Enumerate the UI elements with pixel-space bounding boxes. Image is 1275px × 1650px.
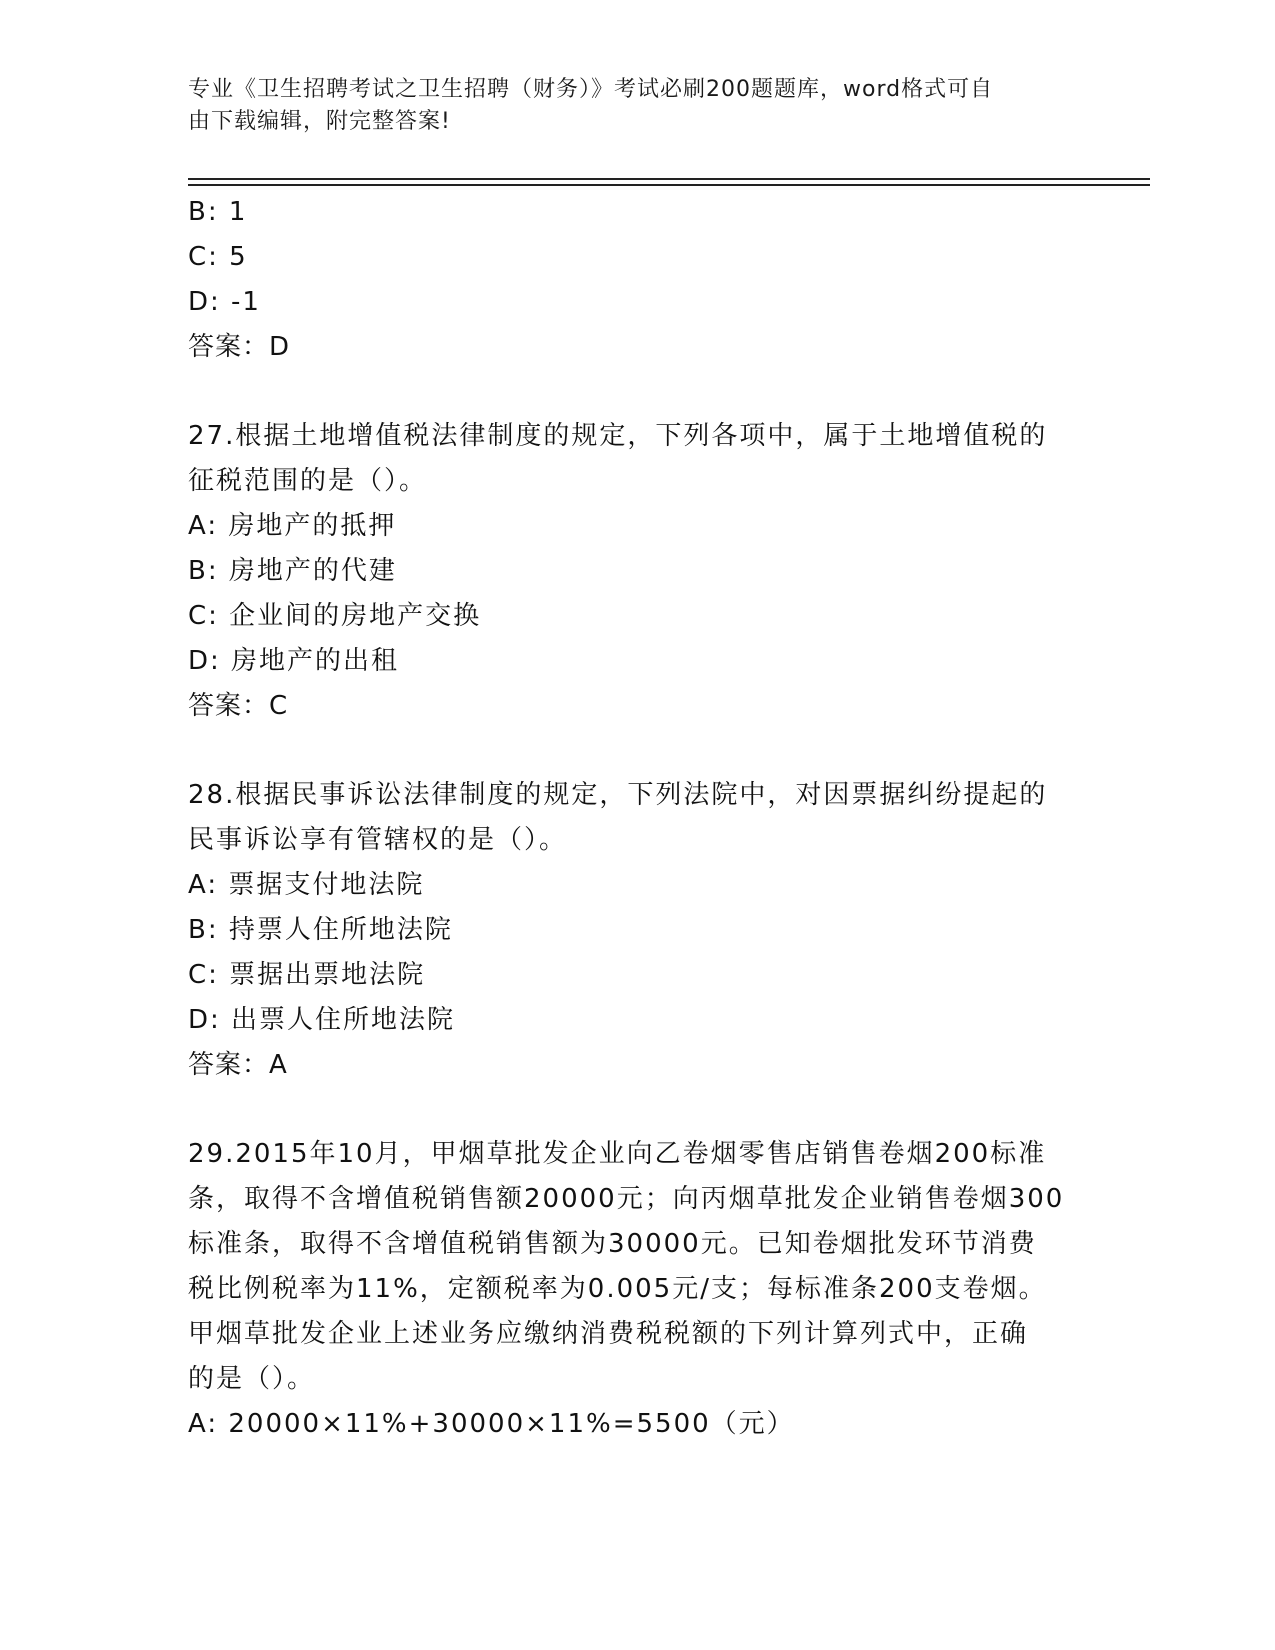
prev-question: [188, 190, 1088, 370]
answer-line: 答案：C: [188, 691, 289, 721]
spacer: [188, 1088, 1088, 1132]
question-text-line: 29.2015年10月，甲烟草批发企业向乙卷烟零售店销售卷烟200标准: [188, 1139, 1047, 1169]
answer-line: 答案：D: [188, 332, 291, 362]
question-28: [188, 773, 1088, 1088]
option-b: B: 房地产的代建: [188, 556, 397, 586]
option-c: C: 5: [188, 242, 248, 272]
question-text-line: 27.根据土地增值税法律制度的规定，下列各项中，属于土地增值税的: [188, 421, 1048, 451]
question-29: [188, 1132, 1088, 1447]
option-c: C: 票据出票地法院: [188, 960, 426, 990]
spacer: [188, 370, 1088, 414]
document-header: [188, 74, 1068, 138]
header-rule-bottom: [188, 184, 1150, 186]
option-a: A: 20000×11%+30000×11%=5500（元）: [188, 1409, 795, 1439]
option-d: D: 房地产的出租: [188, 646, 400, 676]
question-text-line: 税比例税率为11%，定额税率为0.005元/支；每标准条200支卷烟。: [188, 1274, 1047, 1304]
header-line-1: 专业《卫生招聘考试之卫生招聘（财务）》考试必刷200题题库，word格式可自: [188, 77, 994, 102]
question-text-line: 28.根据民事诉讼法律制度的规定，下列法院中，对因票据纠纷提起的: [188, 780, 1048, 810]
option-a: A: 房地产的抵押: [188, 511, 397, 541]
header-rule-top: [188, 178, 1150, 180]
option-a: A: 票据支付地法院: [188, 870, 425, 900]
option-d: D: 出票人住所地法院: [188, 1005, 456, 1035]
question-content: [188, 190, 1088, 1447]
question-text-line: 的是（）。: [188, 1364, 316, 1394]
question-text-line: 甲烟草批发企业上述业务应缴纳消费税税额的下列计算列式中，正确: [188, 1319, 1029, 1349]
question-text-line: 条，取得不含增值税销售额20000元；向丙烟草批发企业销售卷烟300: [188, 1184, 1065, 1214]
option-b: B: 1: [188, 197, 248, 227]
question-text-line: 征税范围的是（）。: [188, 466, 428, 496]
option-d: D: -1: [188, 287, 261, 317]
header-line-2: 由下载编辑，附完整答案!: [188, 109, 451, 134]
option-c: C: 企业间的房地产交换: [188, 601, 482, 631]
question-27: [188, 414, 1088, 729]
option-b: B: 持票人住所地法院: [188, 915, 453, 945]
question-text-line: 民事诉讼享有管辖权的是（）。: [188, 825, 568, 855]
spacer: [188, 729, 1088, 773]
answer-line: 答案：A: [188, 1050, 288, 1080]
question-text-line: 标准条，取得不含增值税销售额为30000元。已知卷烟批发环节消费: [188, 1229, 1037, 1259]
